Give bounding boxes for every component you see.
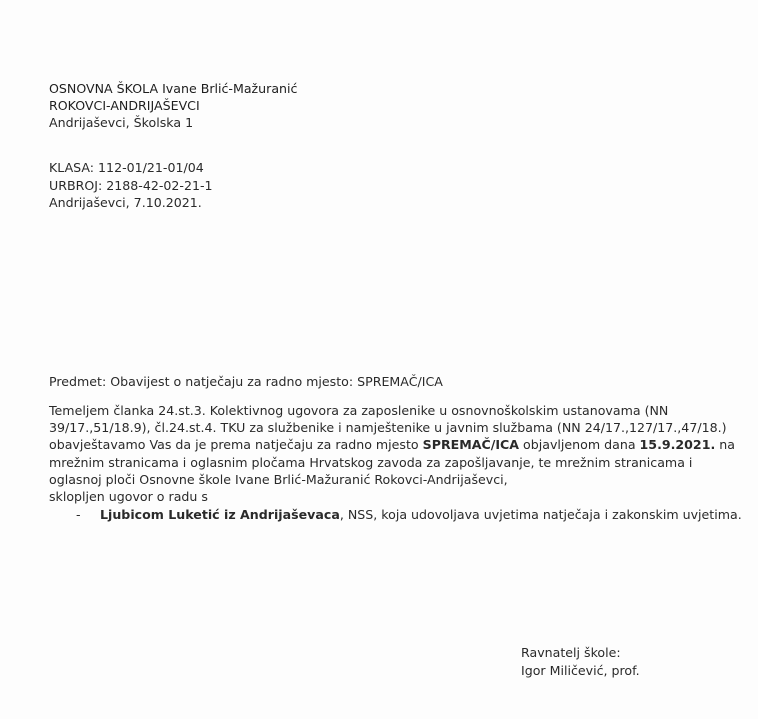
bullet-rest: , NSS, koja udovoljava uvjetima natječaja i zakonskim uvjetima.: [339, 507, 742, 522]
body-line-3: [49, 436, 735, 453]
body-line-4: mrežnim stranicama i oglasnim pločama Hrvatskog zavoda za zapošljavanje, te mrežnim stranicama i: [49, 455, 693, 470]
bullet-dash: -: [76, 507, 81, 522]
school-address: Andrijaševci, Školska 1: [49, 115, 194, 130]
school-location: ROKOVCI-ANDRIJAŠEVCI: [49, 98, 200, 113]
body-line-6: sklopljen ugovor o radu s: [49, 489, 208, 504]
body-line-1: Temeljem članka 24.st.3. Kolektivnog ugovora za zaposlenike u osnovnoškolskim ustanovama (NN: [49, 403, 669, 418]
urbroj: URBROJ: 2188-42-02-21-1: [49, 178, 213, 193]
body-line-2: 39/17.,51/18.9), čl.24.st.4. TKU za službenike i namještenike u javnim službama (NN 24/17.,127/17.,47/18.): [49, 420, 727, 435]
klasa: KLASA: 112-01/21-01/04: [49, 160, 204, 175]
body-line-3-pre: obavještavamo Vas da je prema natječaju za radno mjesto: [49, 437, 423, 452]
school-name: OSNOVNA ŠKOLA Ivane Brlić-Mažuranić: [49, 81, 298, 96]
place-date: Andrijaševci, 7.10.2021.: [49, 195, 202, 210]
employee-name: Ljubicom Luketić iz Andrijaševaca: [100, 507, 340, 522]
published-date: 15.9.2021.: [639, 437, 716, 452]
signature-title: Ravnatelj škole:: [521, 645, 621, 660]
body-line-3-mid: objavljenom dana: [519, 437, 640, 452]
body-line-5: oglasnoj ploči Osnovne škole Ivane Brlić-Mažuranić Rokovci-Andrijaševci,: [49, 472, 508, 487]
subject-line: Predmet: Obavijest o natječaju za radno mjesto: SPREMAČ/ICA: [49, 374, 443, 389]
body-line-3-post: na: [715, 437, 735, 452]
position-name: SPREMAČ/ICA: [422, 437, 520, 452]
signature-name: Igor Miličević, prof.: [521, 663, 640, 678]
bullet-text: [100, 506, 742, 523]
